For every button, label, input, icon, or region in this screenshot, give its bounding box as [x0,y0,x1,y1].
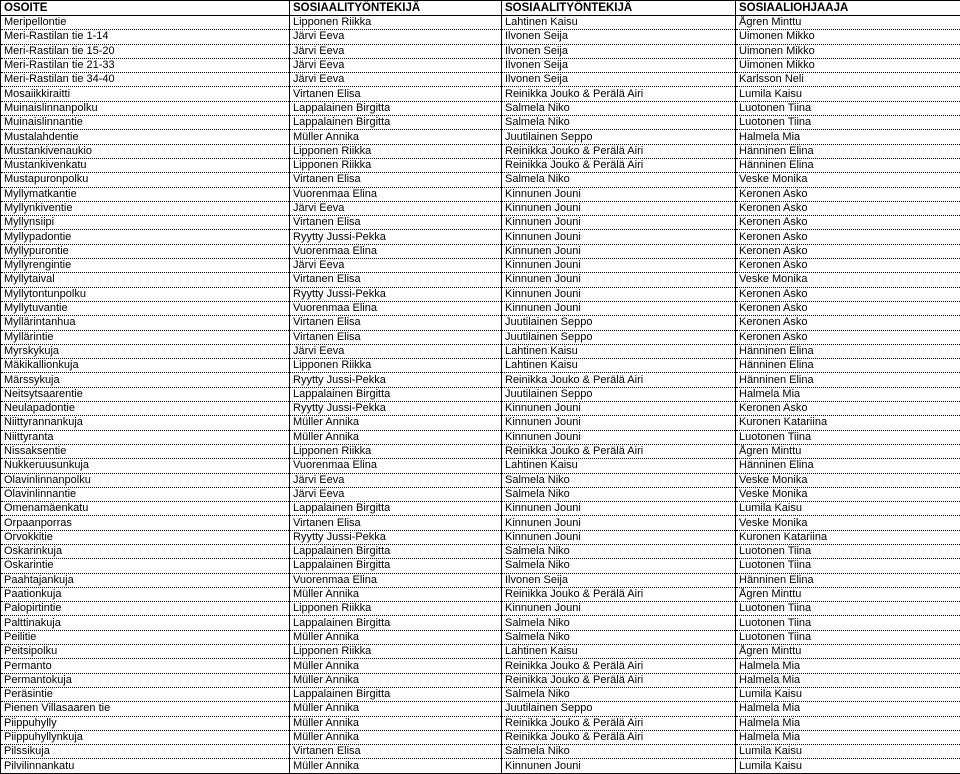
social-worker-2-cell: Salmela Niko [502,745,736,759]
address-cell: Olavinlinnanpolku [1,473,290,487]
table-row [1,502,960,516]
table-row [1,730,960,744]
social-worker-2-cell: Kinnunen Jouni [502,530,736,544]
table-row [1,716,960,730]
social-worker-2-cell: Kinnunen Jouni [502,273,736,287]
social-counselor-cell: Halmela Mia [736,659,960,673]
social-worker-2-cell: Salmela Niko [502,116,736,130]
social-counselor-cell: Hänninen Elina [736,344,960,358]
social-worker-2-cell: Reinikka Jouko & Perälä Airi [502,373,736,387]
table-row [1,287,960,301]
address-cell: Piippuhyllynkuja [1,730,290,744]
table-row [1,444,960,458]
table-header [1,1,960,16]
social-counselor-cell: Luotonen Tiina [736,544,960,558]
social-worker-1-cell: Vuorenmaa Elina [290,301,502,315]
address-cell: Paationkuja [1,587,290,601]
social-counselor-cell: Veske Monika [736,487,960,501]
table-row [1,330,960,344]
table-row [1,116,960,130]
address-cell: Orpaanporras [1,516,290,530]
address-cell: Meri-Rastilan tie 1-14 [1,30,290,44]
social-worker-1-cell: Vuorenmaa Elina [290,573,502,587]
table-row [1,402,960,416]
address-cell: Myrskykuja [1,344,290,358]
address-cell: Neulapadontie [1,402,290,416]
social-worker-1-cell: Lappalainen Birgitta [290,387,502,401]
social-worker-2-cell: Reinikka Jouko & Perälä Airi [502,716,736,730]
social-counselor-cell: Hänninen Elina [736,573,960,587]
address-cell: Meri-Rastilan tie 15-20 [1,44,290,58]
social-worker-1-cell: Lappalainen Birgitta [290,502,502,516]
table-row [1,101,960,115]
social-counselor-cell: Luotonen Tiina [736,430,960,444]
social-worker-2-cell: Kinnunen Jouni [502,230,736,244]
social-worker-1-cell: Virtanen Elisa [290,273,502,287]
table-row [1,259,960,273]
address-cell: Mustapuronpolku [1,173,290,187]
social-counselor-cell: Veske Monika [736,273,960,287]
social-worker-2-cell: Lahtinen Kaisu [502,459,736,473]
table-row [1,473,960,487]
social-counselor-cell: Keronen Asko [736,301,960,315]
social-worker-2-cell: Reinikka Jouko & Perälä Airi [502,730,736,744]
header-row [1,1,960,16]
social-worker-1-cell: Müller Annika [290,130,502,144]
social-worker-1-cell: Ryytty Jussi-Pekka [290,530,502,544]
social-worker-2-cell: Ilvonen Seija [502,58,736,72]
table-row [1,316,960,330]
social-worker-2-cell: Reinikka Jouko & Perälä Airi [502,444,736,458]
table-row [1,201,960,215]
table-row [1,702,960,716]
social-counselor-cell: Halmela Mia [736,716,960,730]
social-worker-2-cell: Salmela Niko [502,687,736,701]
address-cell: Niittyrannankuja [1,416,290,430]
address-cell: Myllypurontie [1,244,290,258]
social-counselor-cell: Lumila Kaisu [736,745,960,759]
social-worker-1-cell: Järvi Eeva [290,487,502,501]
address-cell: Permantokuja [1,673,290,687]
social-counselor-cell: Halmela Mia [736,702,960,716]
social-worker-1-cell: Järvi Eeva [290,44,502,58]
social-worker-2-cell: Kinnunen Jouni [502,259,736,273]
social-counselor-cell: Lumila Kaisu [736,502,960,516]
address-cell: Orvokkitie [1,530,290,544]
table-row [1,44,960,58]
social-counselor-cell: Lumila Kaisu [736,87,960,101]
table-row [1,16,960,30]
address-cell: Mustalahdentie [1,130,290,144]
address-cell: Nissaksentie [1,444,290,458]
social-worker-2-cell: Salmela Niko [502,101,736,115]
social-worker-2-cell: Lahtinen Kaisu [502,344,736,358]
table-row [1,559,960,573]
social-worker-2-cell: Kinnunen Jouni [502,416,736,430]
address-cell: Palopirtintie [1,602,290,616]
social-counselor-cell: Veske Monika [736,173,960,187]
social-worker-1-cell: Lappalainen Birgitta [290,687,502,701]
address-cell: Myllärintie [1,330,290,344]
social-worker-2-cell: Juutilainen Seppo [502,130,736,144]
table-row [1,516,960,530]
social-worker-2-cell: Salmela Niko [502,544,736,558]
social-worker-1-cell: Lipponen Riikka [290,158,502,172]
social-worker-1-cell: Virtanen Elisa [290,330,502,344]
table-row [1,273,960,287]
social-worker-1-cell: Ryytty Jussi-Pekka [290,373,502,387]
table-row [1,73,960,87]
social-counselor-cell: Karlsson Neli [736,73,960,87]
social-worker-2-cell: Lahtinen Kaisu [502,645,736,659]
social-worker-1-cell: Lipponen Riikka [290,144,502,158]
social-counselor-cell: Hänninen Elina [736,373,960,387]
social-counselor-cell: Lumila Kaisu [736,759,960,773]
social-worker-2-cell: Kinnunen Jouni [502,187,736,201]
address-cell: Myllytaival [1,273,290,287]
table-row [1,373,960,387]
social-counselor-cell: Ågren Minttu [736,16,960,30]
address-cell: Neitsytsaarentie [1,387,290,401]
social-worker-1-cell: Lappalainen Birgitta [290,116,502,130]
address-cell: Meri-Rastilan tie 34-40 [1,73,290,87]
social-worker-2-cell: Juutilainen Seppo [502,316,736,330]
social-counselor-cell: Kuronen Katariina [736,416,960,430]
social-worker-1-cell: Virtanen Elisa [290,87,502,101]
address-cell: Myllypadontie [1,230,290,244]
social-counselor-cell: Keronen Asko [736,287,960,301]
social-counselor-cell: Ågren Minttu [736,444,960,458]
social-counselor-cell: Hänninen Elina [736,144,960,158]
social-counselor-cell: Keronen Asko [736,259,960,273]
table-row [1,430,960,444]
table-row [1,244,960,258]
social-worker-2-cell: Lahtinen Kaisu [502,359,736,373]
social-counselor-cell: Uimonen Mikko [736,58,960,72]
social-counselor-cell: Luotonen Tiina [736,559,960,573]
social-counselor-cell: Halmela Mia [736,130,960,144]
social-worker-1-cell: Müller Annika [290,430,502,444]
social-worker-2-cell: Ilvonen Seija [502,573,736,587]
header-social-worker-1: SOSIAALITYÖNTEKIJÄ [290,1,502,16]
social-worker-1-cell: Müller Annika [290,730,502,744]
address-cell: Oskarinkuja [1,544,290,558]
social-worker-1-cell: Järvi Eeva [290,259,502,273]
social-worker-2-cell: Ilvonen Seija [502,30,736,44]
social-worker-2-cell: Reinikka Jouko & Perälä Airi [502,144,736,158]
social-counselor-cell: Hänninen Elina [736,158,960,172]
social-worker-2-cell: Kinnunen Jouni [502,502,736,516]
header-social-worker-2: SOSIAALITYÖNTEKIJÄ [502,1,736,16]
social-worker-1-cell: Vuorenmaa Elina [290,244,502,258]
social-worker-2-cell: Salmela Niko [502,173,736,187]
address-cell: Myllynsiipi [1,216,290,230]
social-worker-1-cell: Virtanen Elisa [290,745,502,759]
social-counselor-cell: Halmela Mia [736,673,960,687]
address-cell: Mustankivenaukio [1,144,290,158]
social-worker-2-cell: Kinnunen Jouni [502,244,736,258]
header-social-counselor: SOSIAALIOHJAAJA [736,1,960,16]
table-body [1,16,960,774]
social-worker-1-cell: Järvi Eeva [290,30,502,44]
table-row [1,659,960,673]
social-counselor-cell: Halmela Mia [736,387,960,401]
table-row [1,173,960,187]
table-row [1,673,960,687]
social-worker-1-cell: Müller Annika [290,759,502,773]
address-cell: Piippuhylly [1,716,290,730]
social-counselor-cell: Keronen Asko [736,316,960,330]
table-row [1,344,960,358]
table-row [1,616,960,630]
table-row [1,630,960,644]
table-row [1,30,960,44]
social-counselor-cell: Keronen Asko [736,187,960,201]
social-worker-2-cell: Salmela Niko [502,559,736,573]
social-worker-1-cell: Lipponen Riikka [290,602,502,616]
social-worker-1-cell: Müller Annika [290,587,502,601]
social-counselor-cell: Keronen Asko [736,330,960,344]
social-worker-1-cell: Järvi Eeva [290,58,502,72]
table-row [1,602,960,616]
social-worker-1-cell: Vuorenmaa Elina [290,459,502,473]
social-worker-2-cell: Ilvonen Seija [502,73,736,87]
social-worker-2-cell: Kinnunen Jouni [502,402,736,416]
social-worker-2-cell: Ilvonen Seija [502,44,736,58]
table-row [1,158,960,172]
social-worker-2-cell: Reinikka Jouko & Perälä Airi [502,87,736,101]
social-worker-1-cell: Müller Annika [290,702,502,716]
social-worker-2-cell: Lahtinen Kaisu [502,16,736,30]
social-worker-2-cell: Salmela Niko [502,616,736,630]
address-cell: Myllynkiventie [1,201,290,215]
social-worker-1-cell: Lappalainen Birgitta [290,544,502,558]
table-row [1,544,960,558]
social-worker-2-cell: Kinnunen Jouni [502,602,736,616]
address-cell: Pilssikuja [1,745,290,759]
table-row [1,645,960,659]
social-worker-2-cell: Reinikka Jouko & Perälä Airi [502,673,736,687]
social-counselor-cell: Luotonen Tiina [736,630,960,644]
social-worker-1-cell: Järvi Eeva [290,344,502,358]
address-cell: Muinaislinnanpolku [1,101,290,115]
social-worker-2-cell: Juutilainen Seppo [502,702,736,716]
table-row [1,144,960,158]
social-counselor-cell: Keronen Asko [736,201,960,215]
address-cell: Myllärintanhua [1,316,290,330]
social-worker-2-cell: Kinnunen Jouni [502,516,736,530]
header-address: OSOITE [1,1,290,16]
social-worker-1-cell: Müller Annika [290,716,502,730]
social-worker-2-cell: Kinnunen Jouni [502,430,736,444]
address-cell: Niittyranta [1,430,290,444]
address-cell: Myllymatkantie [1,187,290,201]
social-counselor-cell: Lumila Kaisu [736,687,960,701]
social-worker-2-cell: Kinnunen Jouni [502,201,736,215]
social-worker-2-cell: Reinikka Jouko & Perälä Airi [502,659,736,673]
social-worker-2-cell: Kinnunen Jouni [502,301,736,315]
address-cell: Pienen Villasaaren tie [1,702,290,716]
address-cell: Mustankivenkatu [1,158,290,172]
table-row [1,416,960,430]
social-worker-1-cell: Müller Annika [290,673,502,687]
social-worker-1-cell: Järvi Eeva [290,73,502,87]
address-cell: Oskarintie [1,559,290,573]
address-cell: Permanto [1,659,290,673]
social-counselor-cell: Luotonen Tiina [736,602,960,616]
address-cell: Peräsintie [1,687,290,701]
social-worker-1-cell: Lipponen Riikka [290,16,502,30]
table-row [1,573,960,587]
social-worker-1-cell: Ryytty Jussi-Pekka [290,230,502,244]
table-row [1,687,960,701]
social-worker-2-cell: Salmela Niko [502,473,736,487]
address-cell: Peilitie [1,630,290,644]
social-worker-1-cell: Lappalainen Birgitta [290,616,502,630]
table-row [1,58,960,72]
social-worker-1-cell: Virtanen Elisa [290,216,502,230]
social-counselor-cell: Halmela Mia [736,730,960,744]
address-cell: Olavinlinnantie [1,487,290,501]
social-worker-2-cell: Kinnunen Jouni [502,287,736,301]
table-row [1,587,960,601]
social-worker-2-cell: Reinikka Jouko & Perälä Airi [502,158,736,172]
table-row [1,87,960,101]
social-worker-2-cell: Juutilainen Seppo [502,330,736,344]
table-row [1,130,960,144]
address-cell: Pilvilinnankatu [1,759,290,773]
social-counselor-cell: Veske Monika [736,516,960,530]
social-worker-1-cell: Virtanen Elisa [290,516,502,530]
social-counselor-cell: Hänninen Elina [736,459,960,473]
address-cell: Meri-Rastilan tie 21-33 [1,58,290,72]
address-cell: Palttinakuja [1,616,290,630]
social-counselor-cell: Uimonen Mikko [736,30,960,44]
table-row [1,459,960,473]
social-worker-1-cell: Järvi Eeva [290,473,502,487]
social-worker-1-cell: Lappalainen Birgitta [290,101,502,115]
address-cell: Nukkeruusunkuja [1,459,290,473]
social-worker-2-cell: Juutilainen Seppo [502,387,736,401]
social-worker-1-cell: Ryytty Jussi-Pekka [290,402,502,416]
social-worker-1-cell: Müller Annika [290,630,502,644]
social-worker-1-cell: Järvi Eeva [290,201,502,215]
social-counselor-cell: Uimonen Mikko [736,44,960,58]
social-worker-1-cell: Vuorenmaa Elina [290,187,502,201]
address-cell: Myllytuvantie [1,301,290,315]
social-counselor-cell: Ågren Minttu [736,645,960,659]
address-cell: Myllytontunpolku [1,287,290,301]
social-counselor-cell: Ågren Minttu [736,587,960,601]
social-worker-2-cell: Salmela Niko [502,630,736,644]
social-worker-2-cell: Salmela Niko [502,487,736,501]
table-row [1,745,960,759]
social-worker-1-cell: Lipponen Riikka [290,444,502,458]
social-worker-2-cell: Reinikka Jouko & Perälä Airi [502,587,736,601]
address-cell: Mosaiikkiraitti [1,87,290,101]
social-worker-1-cell: Müller Annika [290,659,502,673]
table-row [1,759,960,773]
address-cell: Myllyrengintie [1,259,290,273]
address-cell: Muinaislinnantie [1,116,290,130]
social-counselor-cell: Keronen Asko [736,230,960,244]
social-counselor-cell: Keronen Asko [736,216,960,230]
address-cell: Paahtajankuja [1,573,290,587]
social-worker-1-cell: Virtanen Elisa [290,173,502,187]
address-cell: Märssykuja [1,373,290,387]
table-row [1,359,960,373]
table-row [1,487,960,501]
social-counselor-cell: Luotonen Tiina [736,116,960,130]
table-row [1,216,960,230]
social-worker-1-cell: Virtanen Elisa [290,316,502,330]
address-cell: Peitsipolku [1,645,290,659]
social-counselor-cell: Luotonen Tiina [736,101,960,115]
social-counselor-cell: Hänninen Elina [736,359,960,373]
social-worker-1-cell: Müller Annika [290,416,502,430]
address-cell: Mäkikallionkuja [1,359,290,373]
social-worker-1-cell: Lappalainen Birgitta [290,559,502,573]
table-row [1,387,960,401]
address-cell: Meripellontie [1,16,290,30]
social-worker-2-cell: Kinnunen Jouni [502,216,736,230]
social-worker-1-cell: Lipponen Riikka [290,359,502,373]
table-row [1,230,960,244]
social-counselor-cell: Keronen Asko [736,244,960,258]
social-counselor-cell: Luotonen Tiina [736,616,960,630]
social-counselor-cell: Keronen Asko [736,402,960,416]
social-worker-2-cell: Kinnunen Jouni [502,759,736,773]
social-worker-1-cell: Lipponen Riikka [290,645,502,659]
social-worker-1-cell: Ryytty Jussi-Pekka [290,287,502,301]
table-row [1,530,960,544]
social-counselor-cell: Veske Monika [736,473,960,487]
table-row [1,301,960,315]
address-cell: Omenamäenkatu [1,502,290,516]
table-row [1,187,960,201]
social-counselor-cell: Kuronen Katariina [736,530,960,544]
